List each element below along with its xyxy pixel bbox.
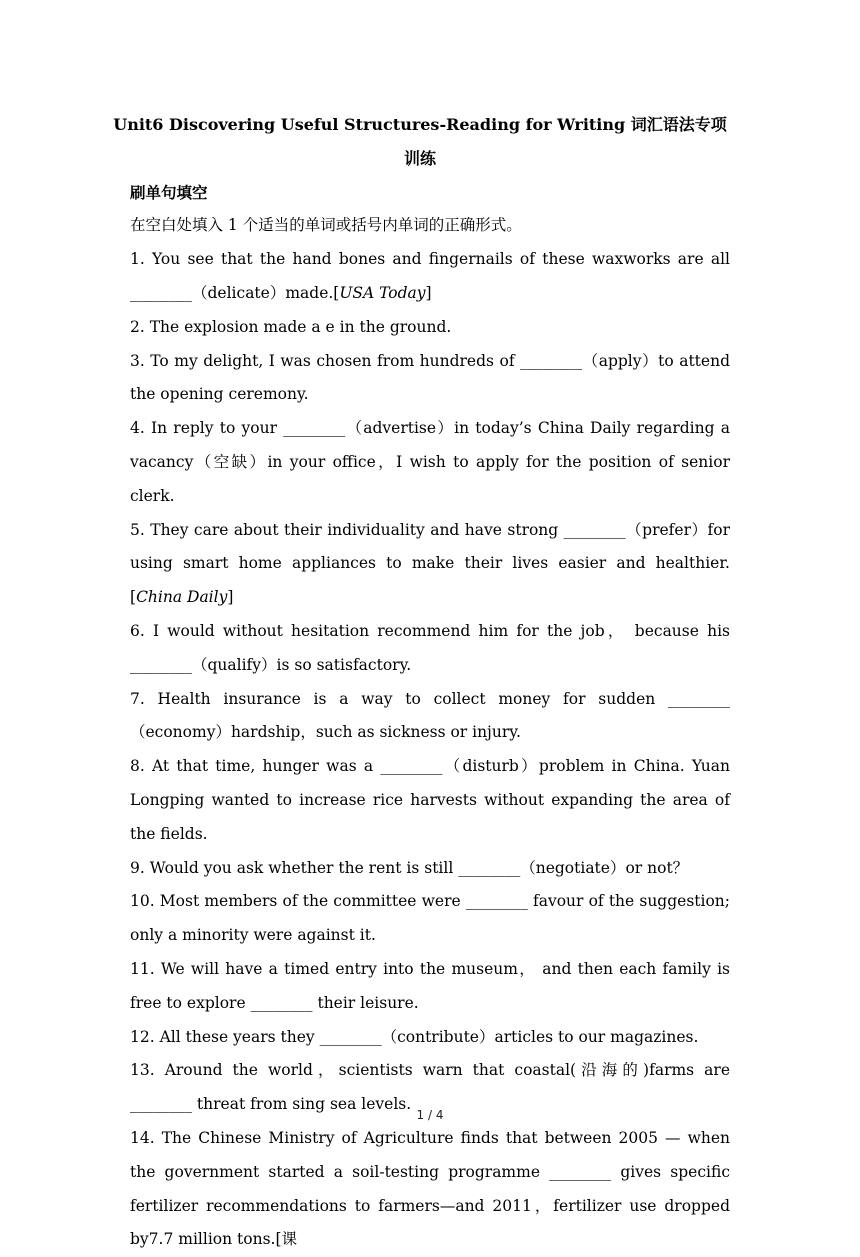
- question-1: [130, 243, 730, 311]
- section-heading: 刷单句填空: [130, 182, 208, 202]
- question-2: 2. The explosion made a e in the ground.: [130, 317, 452, 336]
- question-10: 10. Most members of the committee were ________ favour of the suggestion; only a minority were against it.: [130, 892, 730, 945]
- question-13: 13. Around the world，scientists warn that coastal(沿海的)farms are ________ threat from sing sea levels.: [130, 1061, 730, 1114]
- document-body: [113, 108, 730, 1257]
- question-3: 3. To my delight, I was chosen from hundreds of ________（apply）to attend the opening ceremony.: [130, 351, 730, 404]
- instruction-text: 在空白处填入 1 个适当的单词或括号内单词的正确形式。: [130, 216, 522, 235]
- question-7: 7. Health insurance is a way to collect money for sudden ________（economy）hardship，such as sickness or injury.: [130, 689, 730, 742]
- question-9: 9. Would you ask whether the rent is still ________（negotiate）or not？: [130, 858, 689, 877]
- question-12: 12. All these years they ________（contribute）articles to our magazines.: [130, 1027, 699, 1046]
- source-citation: China Daily: [136, 588, 228, 607]
- citation-bracket: ]: [227, 588, 234, 607]
- citation-bracket: ]: [425, 283, 432, 302]
- question-6: 6. I would without hesitation recommend him for the job， because his ________（qualify）is so satisfactory.: [130, 621, 730, 674]
- question-text: 5. They care about their individuality and have strong ________（prefer）for using smart home appliances to make their lives easier and healthier. [: [130, 520, 730, 607]
- question-11: 11. We will have a timed entry into the museum， and then each family is free to explore ________ their leisure.: [130, 959, 730, 1012]
- question-5: [130, 514, 730, 615]
- question-8: 8. At that time, hunger was a ________（disturb）problem in China. Yuan Longping wanted to increase rice harvests without expanding the area of the fields.: [130, 757, 730, 843]
- question-14: 14. The Chinese Ministry of Agriculture finds that between 2005 — when the government started a soil-testing programme ________ gives specific fertilizer recommendations to farmers—and 2011，fertilizer use dropped by7.7 million tons.[课: [130, 1128, 730, 1249]
- question-text: 1. You see that the hand bones and fingernails of these waxworks are all ________（delicate）made.[: [130, 250, 730, 302]
- source-citation: USA Today: [339, 283, 426, 302]
- question-4: 4. In reply to your ________（advertise）in today’s China Daily regarding a vacancy（空缺）in your office，I wish to apply for the position of senior clerk.: [130, 419, 730, 505]
- document-title: Unit6 Discovering Useful Structures-Reading for Writing 词汇语法专项训练: [113, 115, 727, 168]
- page-number: 1 / 4: [416, 1108, 444, 1122]
